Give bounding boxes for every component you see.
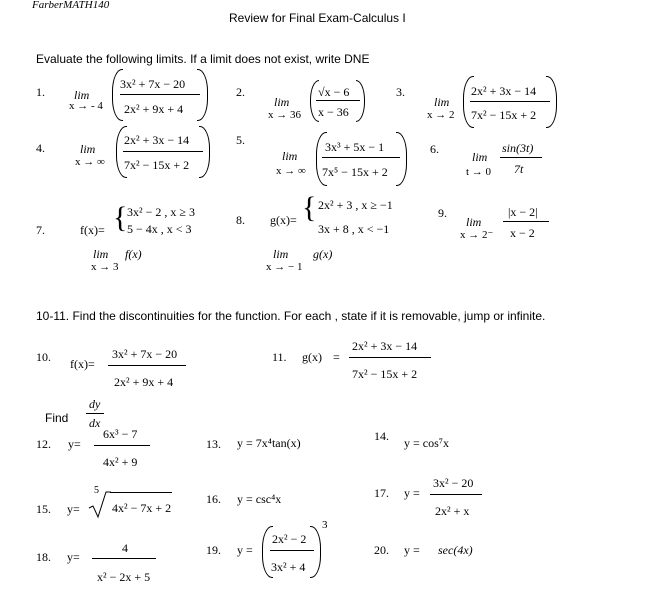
lim-word: lim xyxy=(273,247,289,261)
lim-subscript: t → 0 xyxy=(466,166,492,178)
exponent: 3 xyxy=(322,519,328,531)
expression: y = cos⁷x xyxy=(404,436,449,450)
lim-word: lim xyxy=(93,247,109,261)
fraction-bar xyxy=(108,365,186,366)
denominator: 4x² + 9 xyxy=(103,455,138,469)
problem-number: 16. xyxy=(206,492,221,506)
numerator: 4 xyxy=(122,541,128,555)
denominator: 2x² + 9x + 4 xyxy=(114,375,174,389)
denominator: 7x² − 15x + 2 xyxy=(124,158,190,172)
expression: y = 7x⁴tan(x) xyxy=(237,436,301,450)
denominator: 7x² − 15x + 2 xyxy=(352,367,418,381)
case-2: 3x + 8 , x < −1 xyxy=(318,222,390,236)
fraction-bar xyxy=(120,94,200,95)
numerator: 3x² − 20 xyxy=(433,476,474,490)
lim-word: lim xyxy=(80,142,96,156)
y-equals: y= xyxy=(67,502,80,516)
problem-number: 19. xyxy=(206,543,221,557)
dy-label: dy xyxy=(89,397,101,411)
y-equals: y= xyxy=(68,437,81,451)
lim-subscript: x → 2⁻ xyxy=(460,229,494,241)
y-equals: y= xyxy=(67,550,80,564)
right-paren xyxy=(396,132,407,186)
fraction-bar xyxy=(92,558,156,559)
lim-function: f(x) xyxy=(125,247,142,261)
denominator: 7t xyxy=(514,162,524,176)
problem-number: 2. xyxy=(236,85,245,99)
fraction-bar xyxy=(322,157,400,158)
problem-number: 18. xyxy=(36,550,51,564)
lim-word: lim xyxy=(282,149,298,163)
denominator: 3x² + 4 xyxy=(271,560,306,574)
numerator: 2x² + 3x − 14 xyxy=(124,133,190,147)
problem-number: 6. xyxy=(430,142,439,156)
fraction-bar xyxy=(349,357,431,358)
lim-subscript: x → ∞ xyxy=(276,165,306,177)
function-name: f(x)= xyxy=(70,357,95,371)
fraction-bar xyxy=(500,157,542,158)
radical-sign-icon xyxy=(88,490,112,520)
numerator: 3x² + 7x − 20 xyxy=(120,77,186,91)
fraction-bar xyxy=(270,550,314,551)
fraction-bar xyxy=(470,101,550,102)
denominator: 7x⁵ − 15x + 2 xyxy=(322,165,388,179)
problem-number: 9. xyxy=(438,206,447,220)
lim-subscript: x → − 1 xyxy=(266,261,303,273)
denominator: x − 36 xyxy=(318,105,349,119)
denominator: 7x² − 15x + 2 xyxy=(471,108,537,122)
function-name: f(x)= xyxy=(80,223,105,237)
case-2: 5 − 4x , x < 3 xyxy=(127,222,192,236)
right-paren xyxy=(199,126,210,178)
problem-number: 13. xyxy=(206,437,221,451)
problem-number: 5. xyxy=(236,133,245,147)
numerator: 2x² + 3x − 14 xyxy=(471,84,537,98)
lim-word: lim xyxy=(466,215,482,229)
y-equals: y = xyxy=(237,543,253,557)
limits-instruction: Evaluate the following limits. If a limit does not exist, write DNE xyxy=(36,52,370,66)
expression: y = csc⁴x xyxy=(237,492,282,506)
numerator: sin(3t) xyxy=(502,141,534,155)
lim-subscript: x → ∞ xyxy=(75,156,105,168)
derivative-bar xyxy=(86,413,104,414)
equals-sign: = xyxy=(333,350,340,364)
fraction-bar xyxy=(94,445,150,446)
denominator: 2x² + 9x + 4 xyxy=(124,102,184,116)
numerator: √x − 6 xyxy=(318,85,350,99)
lim-function: g(x) xyxy=(313,247,333,261)
denominator: x² − 2x + 5 xyxy=(97,570,151,584)
left-brace: { xyxy=(113,201,128,234)
problem-number: 14. xyxy=(374,429,389,443)
y-equals: y = xyxy=(404,486,420,500)
problem-number: 4. xyxy=(36,141,45,155)
case-1: 2x² + 3 , x ≥ −1 xyxy=(318,198,393,212)
numerator: |x − 2| xyxy=(508,205,538,219)
radicand: 4x² − 7x + 2 xyxy=(112,501,172,515)
right-paren xyxy=(356,80,365,122)
lim-subscript: x → - 4 xyxy=(69,100,103,112)
problem-number: 15. xyxy=(36,502,51,516)
numerator: 2x² − 2 xyxy=(272,532,307,546)
find-label: Find xyxy=(45,411,69,425)
problem-number: 20. xyxy=(374,543,389,557)
numerator: 6x³ − 7 xyxy=(103,427,138,441)
fraction-bar xyxy=(123,151,203,152)
fraction-bar xyxy=(430,494,482,495)
lim-word: lim xyxy=(434,95,450,109)
right-paren xyxy=(546,76,557,128)
y-equals: y = xyxy=(404,543,420,557)
problem-number: 7. xyxy=(36,223,45,237)
lim-subscript: x → 2 xyxy=(427,109,455,121)
lim-word: lim xyxy=(472,150,488,164)
discontinuity-instruction: 10-11. Find the discontinuities for the function. For each , state if it is removable, jump or infinite. xyxy=(36,309,546,323)
expression: sec(4x) xyxy=(438,543,473,557)
problem-number: 1. xyxy=(36,85,45,99)
denominator: 2x² + x xyxy=(435,504,470,518)
function-name: g(x) xyxy=(302,350,322,364)
dx-label: dx xyxy=(89,416,101,430)
numerator: 3x² + 7x − 20 xyxy=(112,347,178,361)
lim-subscript: x → 36 xyxy=(268,109,301,121)
right-paren xyxy=(310,526,321,578)
problem-number: 12. xyxy=(36,437,51,451)
fraction-bar xyxy=(503,221,549,222)
fraction-bar xyxy=(316,100,360,101)
problem-number: 17. xyxy=(374,486,389,500)
numerator: 2x² + 3x − 14 xyxy=(352,339,418,353)
problem-number: 11. xyxy=(272,350,287,364)
page-title: Review for Final Exam-Calculus I xyxy=(229,11,406,25)
lim-word: lim xyxy=(74,88,90,102)
numerator: 3x³ + 5x − 1 xyxy=(325,140,385,154)
function-name: g(x)= xyxy=(270,213,297,227)
lim-word: lim xyxy=(274,95,290,109)
left-brace: { xyxy=(302,191,317,224)
author-label: FarberMATH140 xyxy=(32,0,110,11)
problem-number: 3. xyxy=(396,85,405,99)
right-paren xyxy=(197,69,208,121)
case-1: 3x² − 2 , x ≥ 3 xyxy=(127,205,195,219)
denominator: x − 2 xyxy=(510,226,535,240)
problem-number: 10. xyxy=(36,350,51,364)
radical-bar xyxy=(110,492,172,493)
problem-number: 8. xyxy=(236,213,245,227)
lim-subscript: x → 3 xyxy=(91,261,119,273)
root-index: 5 xyxy=(94,485,99,496)
